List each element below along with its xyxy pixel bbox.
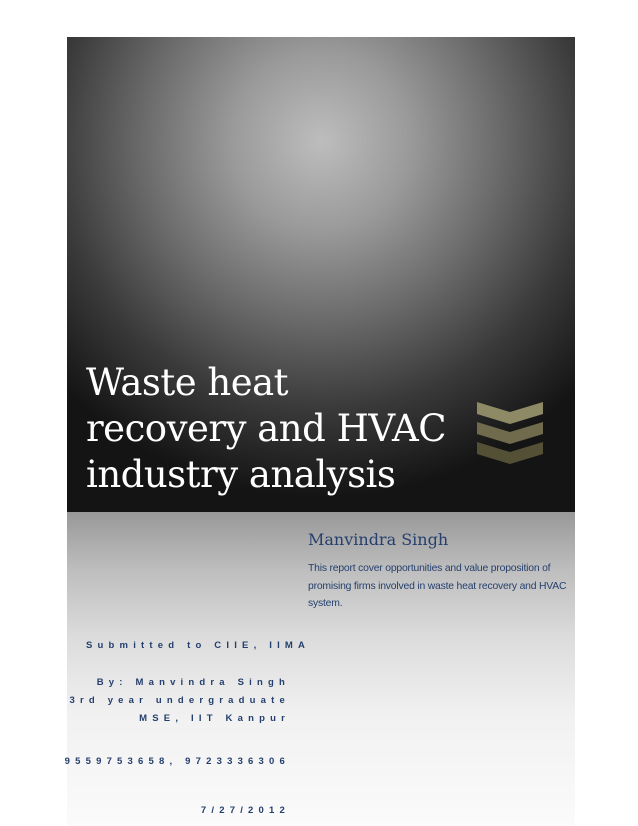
report-date: 7/27/2012 [200, 805, 290, 816]
report-abstract: This report cover opportunities and value proposition of promising firms involved in waste heat recovery and HVAC system. [308, 563, 567, 609]
report-title [86, 360, 466, 498]
title-line-3: industry analysis [86, 453, 396, 496]
submitted-by: By: Manvindra Singh [96, 677, 290, 688]
contact-phone: 9559753658, 9723336306 [64, 756, 290, 767]
triple-chevron-down-icon [477, 402, 543, 464]
chevron-bottom [477, 442, 543, 464]
submitted-to: Submitted to CIIE, IIMA [86, 640, 311, 651]
title-line-1: Waste heat [86, 361, 289, 404]
student-year: 3rd year undergraduate [69, 695, 290, 706]
chevron-middle [477, 422, 543, 444]
student-institute: MSE, IIT Kanpur [139, 713, 290, 724]
title-line-2: recovery and HVAC [86, 407, 447, 450]
author-name: Manvindra Singh [308, 530, 449, 549]
chevron-top [477, 402, 543, 424]
